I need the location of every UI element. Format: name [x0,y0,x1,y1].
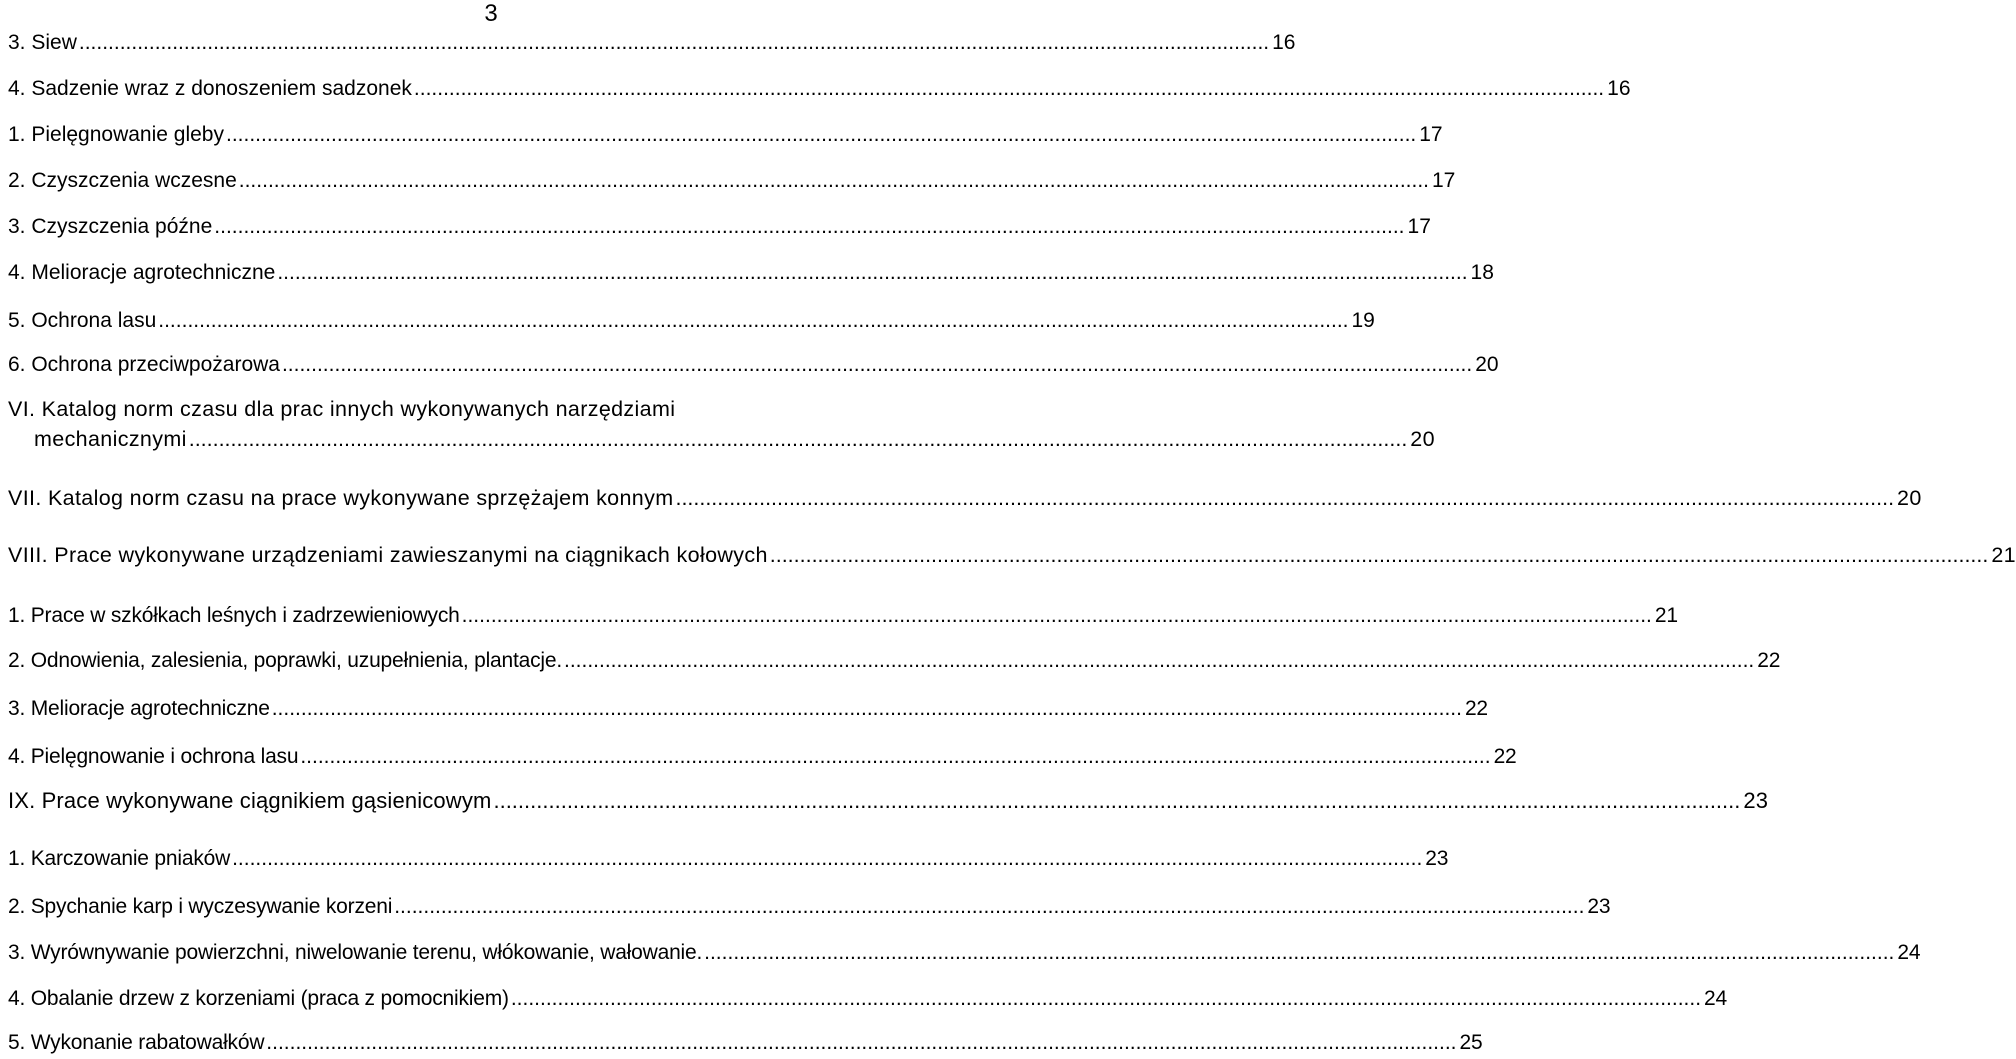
toc-entry[interactable] [8,844,1449,874]
toc-entry-page: 17 [1407,215,1431,238]
toc-entry-label: mechanicznymi [34,427,187,451]
toc-entry-page: 20 [1897,486,1922,510]
toc-entry[interactable] [8,258,1494,288]
toc-entry-label: 4. Sadzenie wraz z donoszeniem sadzonek [8,77,412,100]
toc-entry-page: 23 [1425,847,1449,870]
dot-leader: ............................................................................................................................................................................................................ [704,941,1895,964]
toc-entry-label: 6. Ochrona przeciwpożarowa [8,353,280,376]
toc-entry-label: 1. Pielęgnowanie gleby [8,123,224,146]
toc-entry[interactable] [8,646,1781,676]
toc-entry[interactable] [8,984,1728,1014]
toc-entry-label: 4. Obalanie drzew z korzeniami (praca z pomocnikiem) [8,987,509,1010]
toc-entry[interactable] [8,540,2016,570]
toc-entry-label: 1. Karczowanie pniaków [8,847,231,870]
dot-leader: ............................................................................................................................................................................................................ [510,987,1702,1010]
toc-entry-label: 2. Odnowienia, zalesienia, poprawki, uzupełnienia, plantacje. [8,649,562,672]
toc-entry-label: 5. Ochrona lasu [8,309,157,332]
toc-entry-page: 20 [1410,427,1435,451]
dot-leader: ............................................................................................................................................................................................................ [769,543,1989,567]
toc-entry-label: 5. Wykonanie rabatowałków [8,1031,265,1054]
toc-entry-label-line1: VI. Katalog norm czasu dla prac innych wykonywanych narzędziami [8,397,676,421]
toc-entry-label: 2. Spychanie karp i wyczesywanie korzeni [8,895,393,918]
toc-entry-label: 1. Prace w szkółkach leśnych i zadrzewieniowych [8,604,460,627]
dot-leader: ............................................................................................................................................................................................................ [188,427,1408,451]
toc-entry[interactable] [8,166,1456,196]
toc-entry-label: IX. Prace wykonywane ciągnikiem gąsienicowym [8,788,492,813]
dot-leader: ............................................................................................................................................................................................................ [238,169,1429,192]
toc-entry-page: 16 [1607,77,1631,100]
toc-entry-page: 23 [1587,895,1611,918]
dot-leader: ............................................................................................................................................................................................................ [271,697,1462,720]
toc-entry-page: 19 [1351,309,1375,332]
dot-leader: ............................................................................................................................................................................................................ [232,847,1423,870]
toc-entry-page: 24 [1897,941,1921,964]
toc-entry[interactable] [8,742,1517,772]
toc-entry-label: 4. Pielęgnowanie i ochrona lasu [8,745,299,768]
dot-leader: ............................................................................................................................................................................................................ [78,31,1270,54]
page-number: 3 [484,0,498,27]
toc-entry-label: 4. Melioracje agrotechniczne [8,261,276,284]
dot-leader: ............................................................................................................................................................................................................ [266,1031,1457,1054]
toc-entry[interactable] [8,1028,1483,1058]
toc-entry-label: VII. Katalog norm czasu na prace wykonywane sprzężajem konnym [8,486,674,510]
toc-entry-page: 25 [1459,1031,1483,1054]
toc-entry-page: 16 [1272,31,1296,54]
toc-entry-label: VIII. Prace wykonywane urządzeniami zawieszanymi na ciągnikach kołowych [8,543,768,567]
toc-entry-page: 21 [1654,604,1678,627]
toc-entry-label: 3. Siew [8,31,77,54]
toc-entry-label: 3. Wyrównywanie powierzchni, niwelowanie terenu, włókowanie, wałowanie. [8,941,703,964]
toc-entry-page: 18 [1470,261,1494,284]
toc-entry[interactable] [8,74,1631,104]
toc-entry-label: 3. Czyszczenia późne [8,215,213,238]
toc-entry-page: 24 [1704,987,1728,1010]
toc-entry[interactable] [8,306,1375,336]
toc-entry-page: 17 [1419,123,1443,146]
toc-entry-page: 17 [1432,169,1456,192]
toc-entry-page: 22 [1757,649,1781,672]
toc-entry[interactable] [8,120,1443,150]
dot-leader: ............................................................................................................................................................................................................ [413,77,1605,100]
toc-entry[interactable] [8,786,1769,816]
toc-entry-page: 20 [1475,353,1499,376]
dot-leader: ............................................................................................................................................................................................................ [493,788,1741,813]
dot-leader: ............................................................................................................................................................................................................ [277,261,1468,284]
toc-entry-page: 21 [1991,543,2016,567]
dot-leader: ............................................................................................................................................................................................................ [226,123,1417,146]
toc-entry[interactable] [34,424,1435,454]
dot-leader: ............................................................................................................................................................................................................ [158,309,1349,332]
toc-entry[interactable] [8,694,1488,724]
toc-entry[interactable] [8,350,1499,380]
dot-leader: ............................................................................................................................................................................................................ [564,649,1755,672]
toc-entry[interactable] [8,601,1678,631]
toc-entry-page: 23 [1743,788,1769,813]
dot-leader: ............................................................................................................................................................................................................ [214,215,1405,238]
dot-leader: ............................................................................................................................................................................................................ [461,604,1652,627]
toc-entry[interactable] [8,483,1922,513]
dot-leader: ............................................................................................................................................................................................................ [394,895,1585,918]
toc-entry-page: 22 [1464,697,1488,720]
toc-entry[interactable] [8,28,1296,58]
toc-entry[interactable] [8,938,1921,968]
toc-entry-page: 22 [1493,745,1517,768]
toc-entry-label: 3. Melioracje agrotechniczne [8,697,270,720]
dot-leader: ............................................................................................................................................................................................................ [300,745,1491,768]
toc-entry[interactable] [8,892,1611,922]
toc-entry-label: 2. Czyszczenia wczesne [8,169,237,192]
dot-leader: ............................................................................................................................................................................................................ [281,353,1473,376]
dot-leader: ............................................................................................................................................................................................................ [675,486,1895,510]
toc-entry[interactable] [8,212,1431,242]
